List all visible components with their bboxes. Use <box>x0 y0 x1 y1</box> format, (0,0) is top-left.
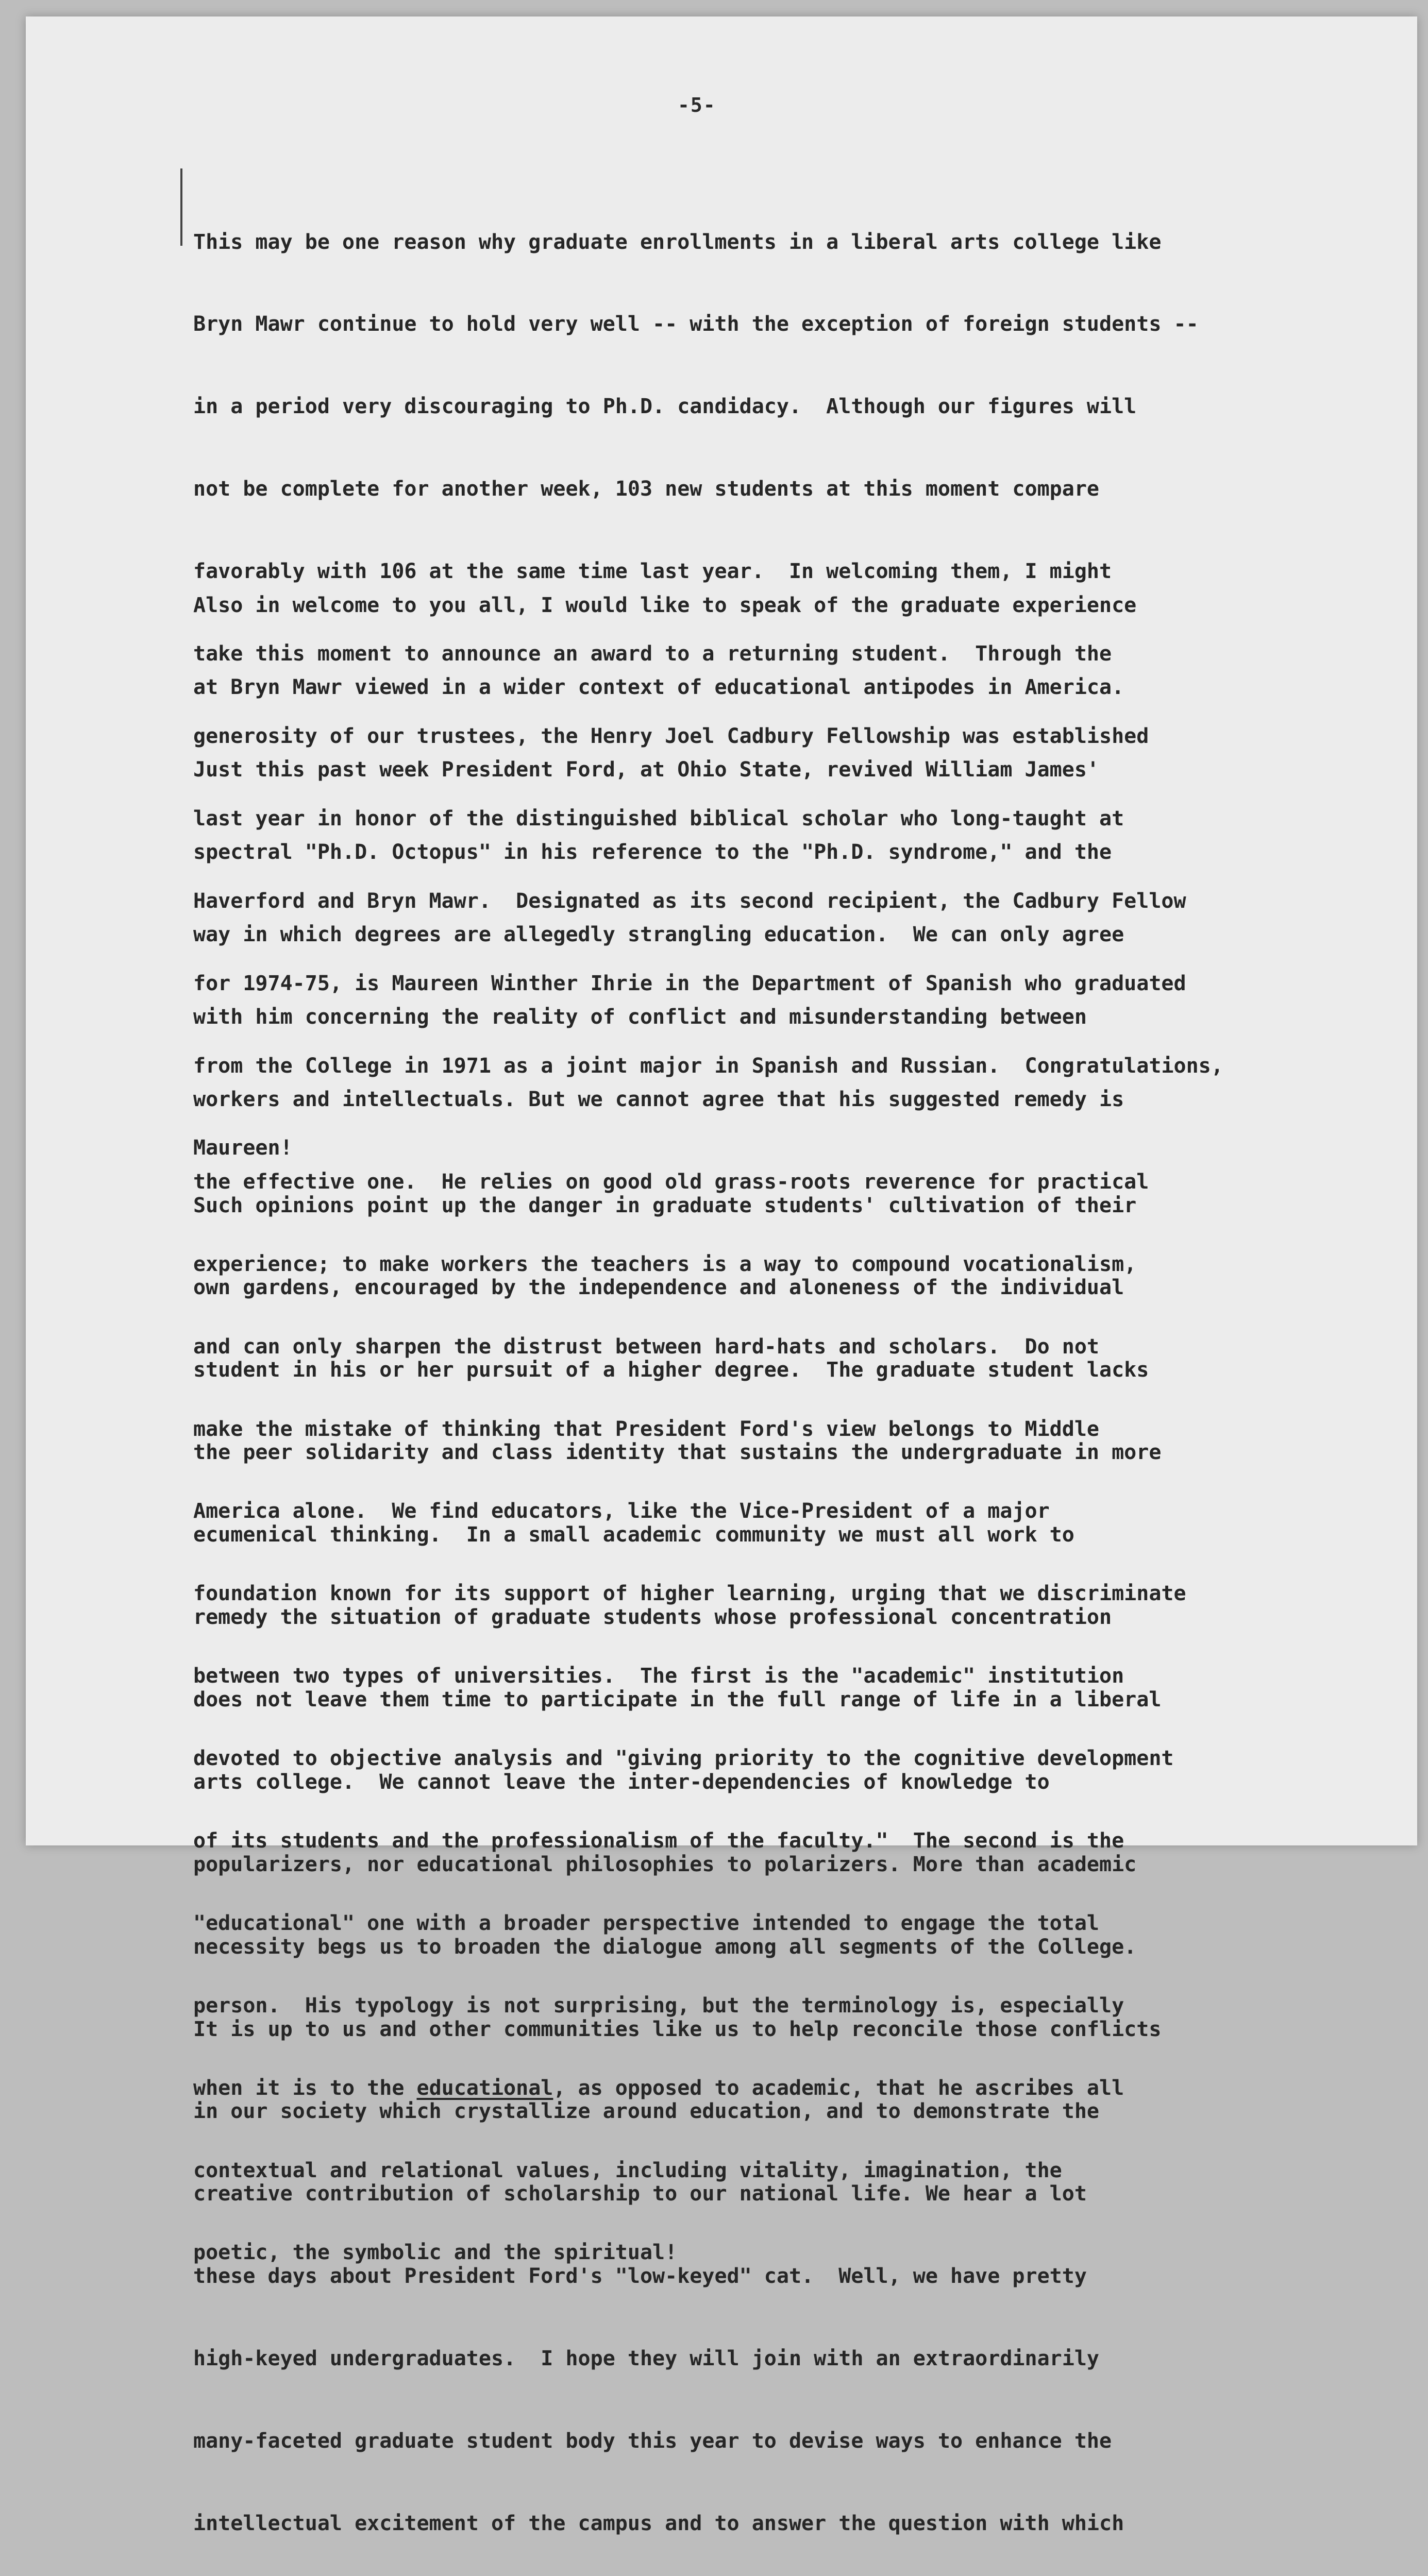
text-line: favorably with 106 at the same time last year. In welcoming them, I might <box>193 560 1112 584</box>
text-line: student in his or her pursuit of a higher degree. The graduate student lacks <box>193 1358 1149 1382</box>
text-line: the effective one. He relies on good old grass-roots reverence for practical <box>193 1170 1149 1194</box>
text-line: workers and intellectuals. But we cannot agree that his suggested remedy is <box>193 1087 1124 1111</box>
text-line: from the College in 1971 as a joint major in Spanish and Russian. Congratulations, <box>193 1054 1223 1078</box>
text-line: popularizers, nor educational philosophies to polarizers. More than academic <box>193 1852 1137 1876</box>
text-line: in our society which crystallize around education, and to demonstrate the <box>193 2099 1099 2124</box>
text-line: in a period very discouraging to Ph.D. candidacy. Although our figures will <box>193 395 1137 419</box>
text-line: make the mistake of thinking that President Ford's view belongs to Middle <box>193 1417 1099 1441</box>
text-line: remedy the situation of graduate students whose professional concentration <box>193 1605 1112 1630</box>
text-line: Maureen! <box>193 1136 293 1160</box>
text-line: for 1974-75, is Maureen Winther Ihrie in the Department of Spanish who graduated <box>193 971 1186 995</box>
text-line: and can only sharpen the distrust between hard-hats and scholars. Do not <box>193 1334 1099 1359</box>
underlined-word: educational <box>416 2076 553 2100</box>
text-line: necessity begs us to broaden the dialogue among all segments of the College. <box>193 1935 1137 1959</box>
text-line: poetic, the symbolic and the spiritual! <box>193 2241 678 2265</box>
text-line: Also in welcome to you all, I would like to speak of the graduate experience <box>193 593 1137 617</box>
text-line: devoted to objective analysis and "giving priority to the cognitive development <box>193 1747 1174 1771</box>
text-line: creative contribution of scholarship to our national life. We hear a lot <box>193 2182 1087 2206</box>
text-line: foundation known for its support of higher learning, urging that we discriminate <box>193 1582 1186 1606</box>
text-line: Bryn Mawr continue to hold very well -- with the exception of foreign students -- <box>193 312 1199 336</box>
text-line: This may be one reason why graduate enrollments in a liberal arts college like <box>193 230 1162 254</box>
text-line: with him concerning the reality of conflict and misunderstanding between <box>193 1005 1087 1029</box>
text-segment: , as opposed to academic, that he ascribes all <box>553 2076 1124 2100</box>
text-line: last year in honor of the distinguished biblical scholar who long-taught at <box>193 806 1124 831</box>
text-line: ecumenical thinking. In a small academic community we must all work to <box>193 1523 1074 1547</box>
margin-revision-bar <box>180 168 182 246</box>
text-line: between two types of universities. The first is the "academic" institution <box>193 1664 1124 1688</box>
text-segment: when it is to the <box>193 2076 417 2100</box>
text-line: does not leave them time to participate in the full range of life in a liberal <box>193 1687 1162 1711</box>
text-line: Such opinions point up the danger in graduate students' cultivation of their <box>193 1193 1137 1217</box>
text-line: intellectual excitement of the campus and to answer the question with which <box>193 2511 1124 2535</box>
text-line: high-keyed undergraduates. I hope they will join with an extraordinarily <box>193 2347 1099 2371</box>
text-line: contextual and relational values, including vitality, imagination, the <box>193 2158 1062 2182</box>
paragraph-3 <box>193 1137 1161 2576</box>
text-line: "educational" one with a broader perspective intended to engage the total <box>193 1911 1099 1935</box>
document-page <box>26 16 1417 2535</box>
text-line: take this moment to announce an award to a returning student. Through the <box>193 642 1112 666</box>
text-line: generosity of our trustees, the Henry Joel Cadbury Fellowship was established <box>193 724 1149 748</box>
text-line: the peer solidarity and class identity that sustains the undergraduate in more <box>193 1440 1162 1465</box>
text-line: many-faceted graduate student body this year to devise ways to enhance the <box>193 2429 1112 2453</box>
text-line: spectral "Ph.D. Octopus" in his reference to the "Ph.D. syndrome," and the <box>193 840 1112 865</box>
text-line: person. His typology is not surprising, but the terminology is, especially <box>193 1993 1124 2018</box>
text-line: arts college. We cannot leave the inter-dependencies of knowledge to <box>193 1770 1050 1794</box>
text-line: of its students and the professionalism of the faculty." The second is the <box>193 1828 1124 1853</box>
text-line: own gardens, encouraged by the independence and aloneness of the individual <box>193 1276 1124 1300</box>
text-line: at Bryn Mawr viewed in a wider context of educational antipodes in America. <box>193 675 1124 700</box>
text-line: experience; to make workers the teachers is a way to compound vocationalism, <box>193 1252 1137 1276</box>
text-line: Just this past week President Ford, at Ohio State, revived William James' <box>193 758 1099 782</box>
text-line: It is up to us and other communities like us to help reconcile those conflicts <box>193 2017 1162 2041</box>
page-number: -5- <box>678 94 716 116</box>
text-line: Haverford and Bryn Mawr. Designated as its second recipient, the Cadbury Fellow <box>193 889 1186 913</box>
text-line: not be complete for another week, 103 new students at this moment compare <box>193 477 1099 501</box>
text-line: America alone. We find educators, like the Vice-President of a major <box>193 1499 1050 1523</box>
text-line: these days about President Ford's "low-keyed" cat. Well, we have pretty <box>193 2264 1087 2289</box>
text-line: way in which degrees are allegedly strangling education. We can only agree <box>193 923 1124 947</box>
